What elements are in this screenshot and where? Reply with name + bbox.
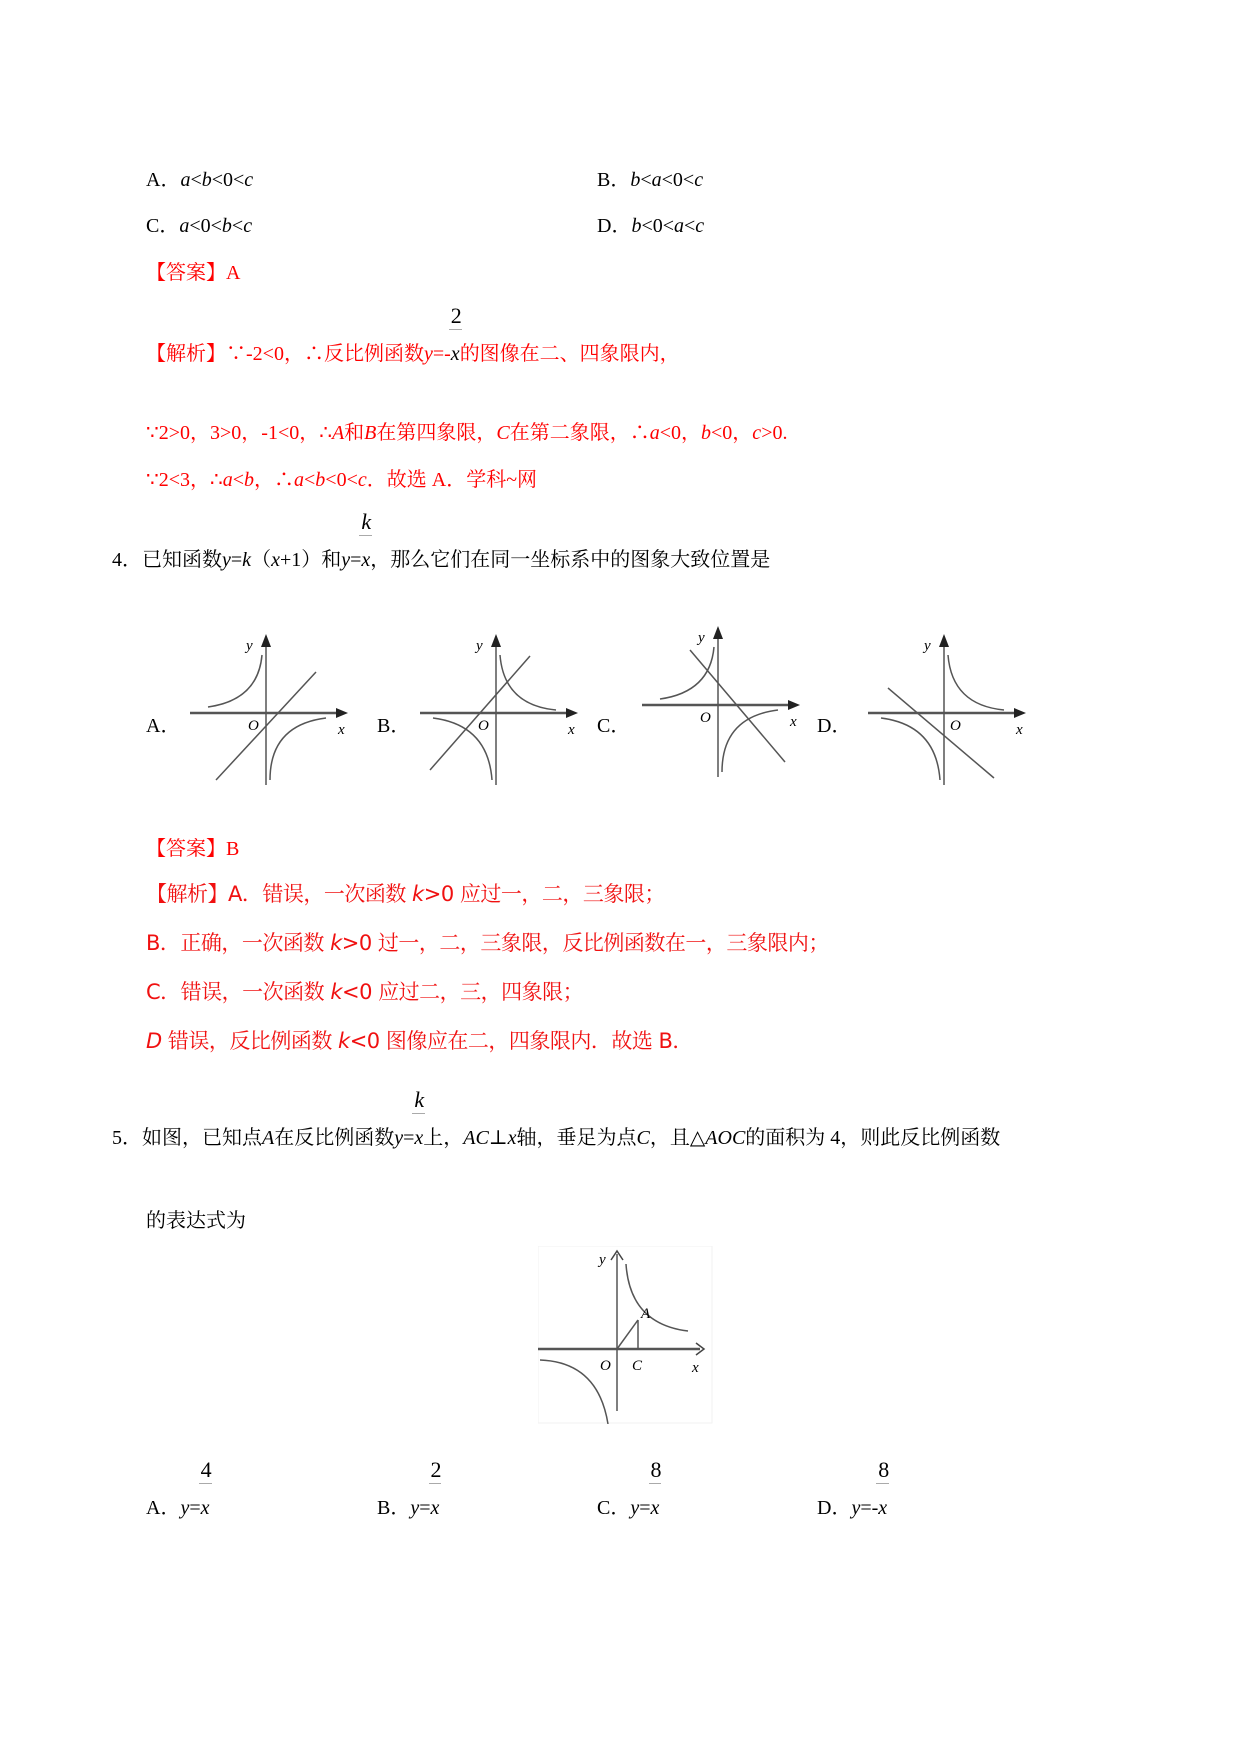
text-run: 在第二象限，∴: [509, 422, 650, 444]
math-variable: c: [243, 215, 253, 237]
text-run: C．错误，一次函数: [146, 980, 331, 1004]
text-run: =-: [432, 343, 451, 365]
fraction-bar: [449, 329, 462, 330]
text-run: 的面积为 4，则此反比例函数: [745, 1127, 1001, 1149]
math-variable: x: [271, 549, 280, 571]
graph-label-c: C．: [597, 715, 631, 737]
math-variable: y: [410, 1497, 420, 1519]
text-run: 上，: [423, 1127, 464, 1149]
analysis-q3-line2: [146, 421, 787, 445]
math-variable: c: [752, 422, 762, 444]
q5-option-d: [817, 1457, 890, 1520]
math-variable: AC: [463, 1127, 489, 1149]
option-a: [146, 168, 253, 192]
math-variable: y: [423, 343, 433, 365]
text-run: ∵2>0，3>0，-1<0，∴: [146, 422, 332, 444]
fraction-numerator: k: [414, 1087, 425, 1112]
math-variable: x: [507, 1127, 517, 1149]
text-run: <0<: [661, 169, 695, 191]
q5-option-b: [377, 1457, 442, 1520]
text-run: 【解析】A．错误，一次函数: [146, 882, 413, 906]
svg-text:y: y: [476, 638, 483, 654]
text-run: =-: [860, 1497, 879, 1519]
fraction: [200, 1457, 212, 1520]
math-variable: B: [364, 422, 377, 444]
origin-label: O: [248, 718, 259, 734]
math-variable: b: [244, 469, 255, 491]
text-run: 【答案】B: [146, 838, 240, 860]
graph-d: [866, 630, 1031, 790]
fraction: [650, 1457, 662, 1520]
graph-c: [640, 622, 805, 782]
math-variable: k: [338, 1029, 350, 1053]
text-run: =: [350, 549, 362, 571]
point-c-label: C: [632, 1358, 643, 1374]
text-run: <: [231, 215, 244, 237]
graph-label-b: B．: [377, 715, 411, 737]
text-run: （: [251, 549, 272, 571]
math-variable: a: [649, 422, 660, 444]
math-variable: k: [330, 980, 343, 1004]
x-label: x: [338, 722, 345, 738]
fraction-bar: [412, 1113, 425, 1114]
text-run: 在反比例函数: [274, 1127, 395, 1149]
math-variable: a: [651, 169, 662, 191]
text-run: <: [190, 169, 202, 191]
fraction-denominator: x: [650, 1497, 660, 1519]
fraction: [414, 1087, 425, 1150]
y-label: y: [599, 1252, 606, 1268]
fraction-bar: [649, 1483, 662, 1484]
y-arrow-icon: [261, 634, 271, 647]
option-b: [597, 168, 703, 192]
fraction-denominator: x: [200, 1497, 210, 1519]
fraction: [430, 1457, 442, 1520]
math-variable: c: [695, 215, 705, 237]
math-variable: c: [694, 169, 704, 191]
text-run: D．: [597, 215, 632, 237]
hyperbola-q2: [208, 655, 262, 707]
text-run: 4．已知函数: [112, 549, 222, 571]
text-run: <0<: [325, 469, 358, 491]
math-variable: k: [330, 931, 342, 955]
svg-text:y: y: [924, 638, 931, 654]
math-variable: c: [244, 169, 254, 191]
analysis-q4-line1: [146, 882, 665, 906]
question-5-stem-cont: [146, 1209, 246, 1233]
hyperbola-q1: [500, 655, 556, 710]
text-run: D．: [817, 1497, 852, 1519]
math-variable: y: [341, 549, 351, 571]
math-variable: b: [201, 169, 212, 191]
fraction-numerator: 4: [200, 1457, 212, 1482]
math-variable: y: [630, 1497, 640, 1519]
svg-text:y: y: [698, 630, 705, 646]
text-run: <: [684, 215, 696, 237]
text-run: >0.: [761, 422, 788, 444]
math-variable: a: [674, 215, 685, 237]
analysis-q4-line3: [146, 980, 583, 1004]
text-run: B．: [597, 169, 631, 191]
text-run: B．正确，一次函数: [146, 931, 331, 955]
math-variable: a: [179, 215, 190, 237]
segment-oa: [617, 1320, 638, 1349]
fraction-denominator: x: [450, 343, 460, 365]
svg-text:O: O: [478, 718, 489, 734]
fraction-numerator: 2: [430, 1457, 442, 1482]
hyperbola-q3: [540, 1360, 608, 1424]
math-variable: A: [262, 1127, 275, 1149]
text-run: <0<: [641, 215, 675, 237]
math-variable: b: [701, 422, 712, 444]
hyperbola-q4: [270, 718, 326, 780]
math-variable: c: [357, 469, 367, 491]
text-run: <: [232, 469, 245, 491]
text-run: =: [419, 1497, 431, 1519]
text-run: 的图像在二、四象限内，: [459, 343, 680, 365]
linear-function-line: [888, 688, 994, 778]
text-run: 【解析】∵-2<0，∴反比例函数: [146, 343, 424, 365]
q5-option-a: [146, 1457, 212, 1520]
math-variable: k: [242, 549, 252, 571]
math-variable: A: [331, 422, 345, 444]
math-variable: y: [851, 1497, 861, 1519]
origin-label: O: [600, 1358, 611, 1374]
text-run: <0<: [189, 215, 222, 237]
x-arrow-icon: [336, 708, 348, 718]
fraction-denominator: x: [361, 549, 371, 571]
text-run: C．: [146, 215, 180, 237]
math-variable: y: [222, 549, 231, 571]
point-a-label: A: [641, 1306, 651, 1322]
fraction: [450, 303, 462, 366]
text-run: B．: [377, 1497, 411, 1519]
math-variable: b: [315, 469, 326, 491]
math-variable: a: [222, 469, 233, 491]
svg-text:x: x: [1016, 722, 1023, 738]
svg-text:x: x: [790, 714, 797, 730]
fraction: [878, 1457, 890, 1520]
math-variable: b: [631, 215, 642, 237]
fraction-numerator: k: [361, 509, 372, 534]
fraction-bar: [429, 1483, 442, 1484]
text-run: 的表达式为: [146, 1210, 246, 1232]
analysis-q4-line4: [146, 1029, 693, 1053]
fraction-bar: [359, 535, 372, 536]
analysis-q3-line1: [146, 303, 680, 366]
svg-text:x: x: [568, 722, 575, 738]
text-run: C．: [597, 1497, 631, 1519]
fraction-bar: [876, 1483, 889, 1484]
math-variable: D: [146, 1029, 162, 1053]
text-run: ，且△: [649, 1127, 706, 1149]
math-variable: k: [412, 882, 424, 906]
text-run: 5．如图，已知点: [112, 1127, 262, 1149]
analysis-q4-line2: [146, 931, 829, 955]
text-run: >0 过一，二，三象限，反比例函数在一，三象限内；: [341, 931, 829, 955]
math-variable: y: [394, 1127, 404, 1149]
text-run: <0 应过二，三，四象限；: [342, 980, 584, 1004]
option-d: [597, 214, 704, 238]
svg-text:O: O: [700, 710, 711, 726]
text-run: >0 应过一，二，三象限；: [423, 882, 665, 906]
text-run: ⊥: [488, 1127, 508, 1149]
fraction: [361, 509, 372, 572]
math-variable: a: [294, 469, 305, 491]
text-run: <: [640, 169, 652, 191]
text-run: =: [403, 1127, 415, 1149]
text-run: <0，: [659, 422, 702, 444]
q5-option-c: [597, 1457, 662, 1520]
fraction-numerator: 8: [878, 1457, 890, 1482]
text-run: 错误，反比例函数: [161, 1029, 339, 1053]
math-variable: a: [180, 169, 191, 191]
text-run: =: [189, 1497, 201, 1519]
text-run: A．: [146, 1497, 181, 1519]
math-variable: b: [630, 169, 641, 191]
svg-text:O: O: [950, 718, 961, 734]
text-run: <0<: [211, 169, 245, 191]
question-5-figure: [538, 1246, 713, 1424]
text-run: +1）和: [279, 549, 342, 571]
text-run: <0 图像应在二，四象限内．故选 B．: [349, 1029, 693, 1053]
text-run: ∵2<3，∴: [146, 469, 223, 491]
text-run: =: [230, 549, 243, 571]
y-label: y: [246, 638, 253, 654]
graph-label-d: D．: [817, 715, 852, 737]
fraction-denominator: x: [430, 1497, 440, 1519]
hyperbola-q1: [626, 1264, 688, 1331]
answer-q3: [146, 261, 240, 285]
math-variable: AOC: [705, 1127, 746, 1149]
graph-label-a: A．: [146, 715, 181, 737]
math-variable: C: [636, 1127, 650, 1149]
fraction-denominator: x: [414, 1127, 424, 1149]
text-run: ．故选 A．学科~网: [366, 469, 538, 491]
fraction-numerator: 2: [450, 303, 462, 328]
answer-q4: [146, 837, 239, 861]
text-run: 和: [344, 422, 365, 444]
math-variable: b: [221, 215, 232, 237]
analysis-q3-line3: [146, 468, 537, 492]
math-variable: C: [496, 422, 510, 444]
x-label: x: [692, 1360, 699, 1376]
text-run: 【答案】A: [146, 262, 241, 284]
text-run: ，∴: [254, 469, 295, 491]
graph-b: [418, 630, 583, 790]
math-variable: y: [180, 1497, 190, 1519]
graph-a: [188, 630, 353, 790]
text-run: ，那么它们在同一坐标系中的图象大致位置是: [370, 549, 771, 571]
text-run: A．: [146, 169, 181, 191]
text-run: 轴，垂足为点: [516, 1127, 637, 1149]
fraction-denominator: x: [878, 1497, 888, 1519]
text-run: =: [639, 1497, 651, 1519]
text-run: <0，: [711, 422, 753, 444]
question-4-stem: [112, 509, 771, 572]
option-c: [146, 214, 252, 238]
fraction-bar: [199, 1483, 212, 1484]
question-5-stem: [112, 1087, 1001, 1150]
text-run: <: [304, 469, 316, 491]
text-run: 在第四象限，: [376, 422, 497, 444]
fraction-numerator: 8: [650, 1457, 662, 1482]
